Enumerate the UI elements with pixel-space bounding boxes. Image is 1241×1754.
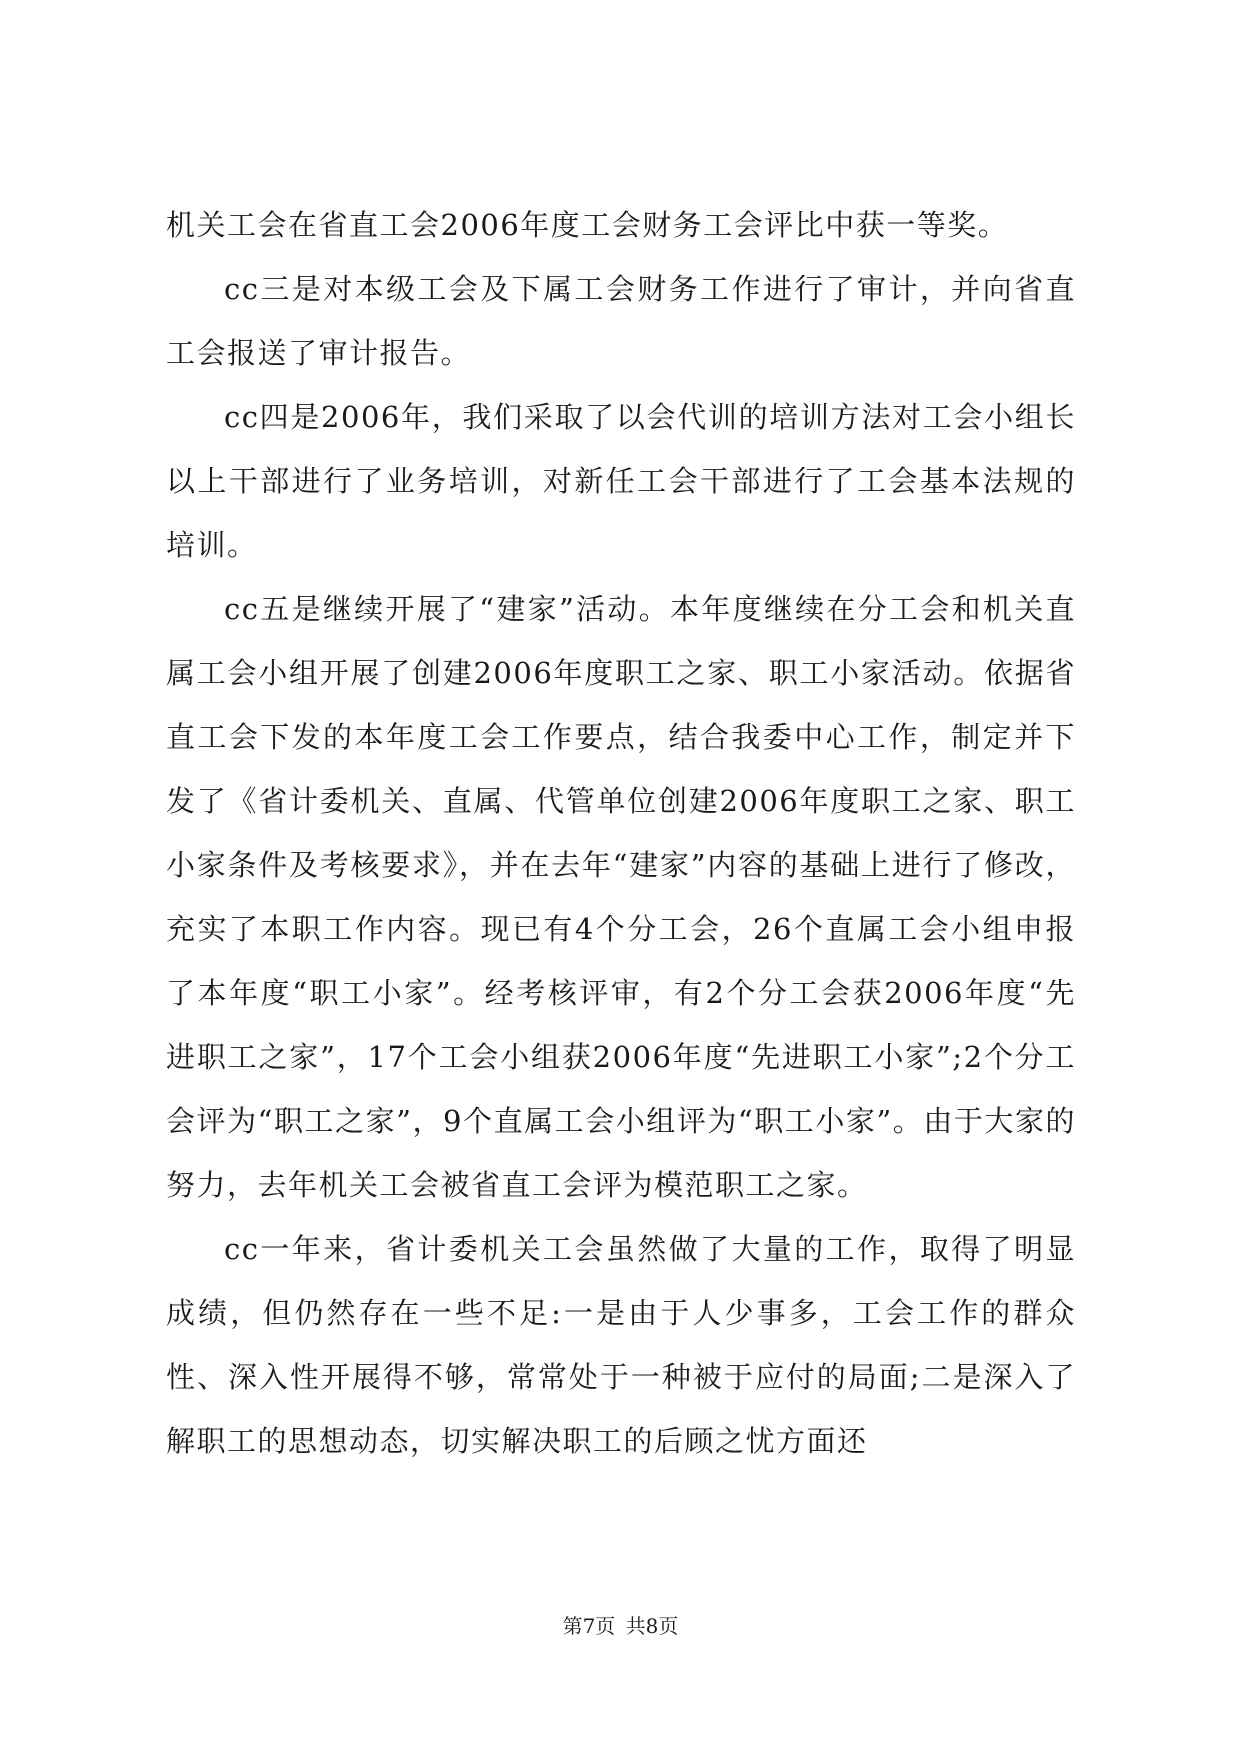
page-total: 共8页 <box>625 1614 679 1638</box>
page-number: 第7页 <box>562 1614 616 1638</box>
page-footer <box>0 1612 1241 1640</box>
paragraph-training: cc四是2006年，我们采取了以会代训的培训方法对工会小组长以上干部进行了业务培训，对新任工会干部进行了工会基本法规的培训。 <box>166 400 1076 562</box>
paragraph-audit: cc三是对本级工会及下属工会财务工作进行了审计，并向省直工会报送了审计报告。 <box>166 272 1076 370</box>
paragraph-shortcomings: cc一年来，省计委机关工会虽然做了大量的工作，取得了明显成绩，但仍然存在一些不足:一是由于人少事多，工会工作的群众性、深入性开展得不够，常常处于一种被于应付的局面;二是深入了解职工的思想动态，切实解决职工的后顾之忧方面还 <box>166 1232 1076 1458</box>
paragraph-home-building: cc五是继续开展了“建家”活动。本年度继续在分工会和机关直属工会小组开展了创建2006年度职工之家、职工小家活动。依据省直工会下发的本年度工会工作要点，结合我委中心工作，制定并下发了《省计委机关、直属、代管单位创建2006年度职工之家、职工小家条件及考核要求》，并在去年“建家”内容的基础上进行了修改，充实了本职工作内容。现已有4个分工会，26个直属工会小组申报了本年度“职工小家”。经考核评审，有2个分工会获2006年度“先进职工之家”，17个工会小组获2006年度“先进职工小家”;2个分工会评为“职工之家”，9个直属工会小组评为“职工小家”。由于大家的努力，去年机关工会被省直工会评为模范职工之家。 <box>166 592 1076 1202</box>
paragraph-continuation: 机关工会在省直工会2006年度工会财务工会评比中获一等奖。 <box>166 208 1009 242</box>
document-body <box>166 193 1076 1473</box>
